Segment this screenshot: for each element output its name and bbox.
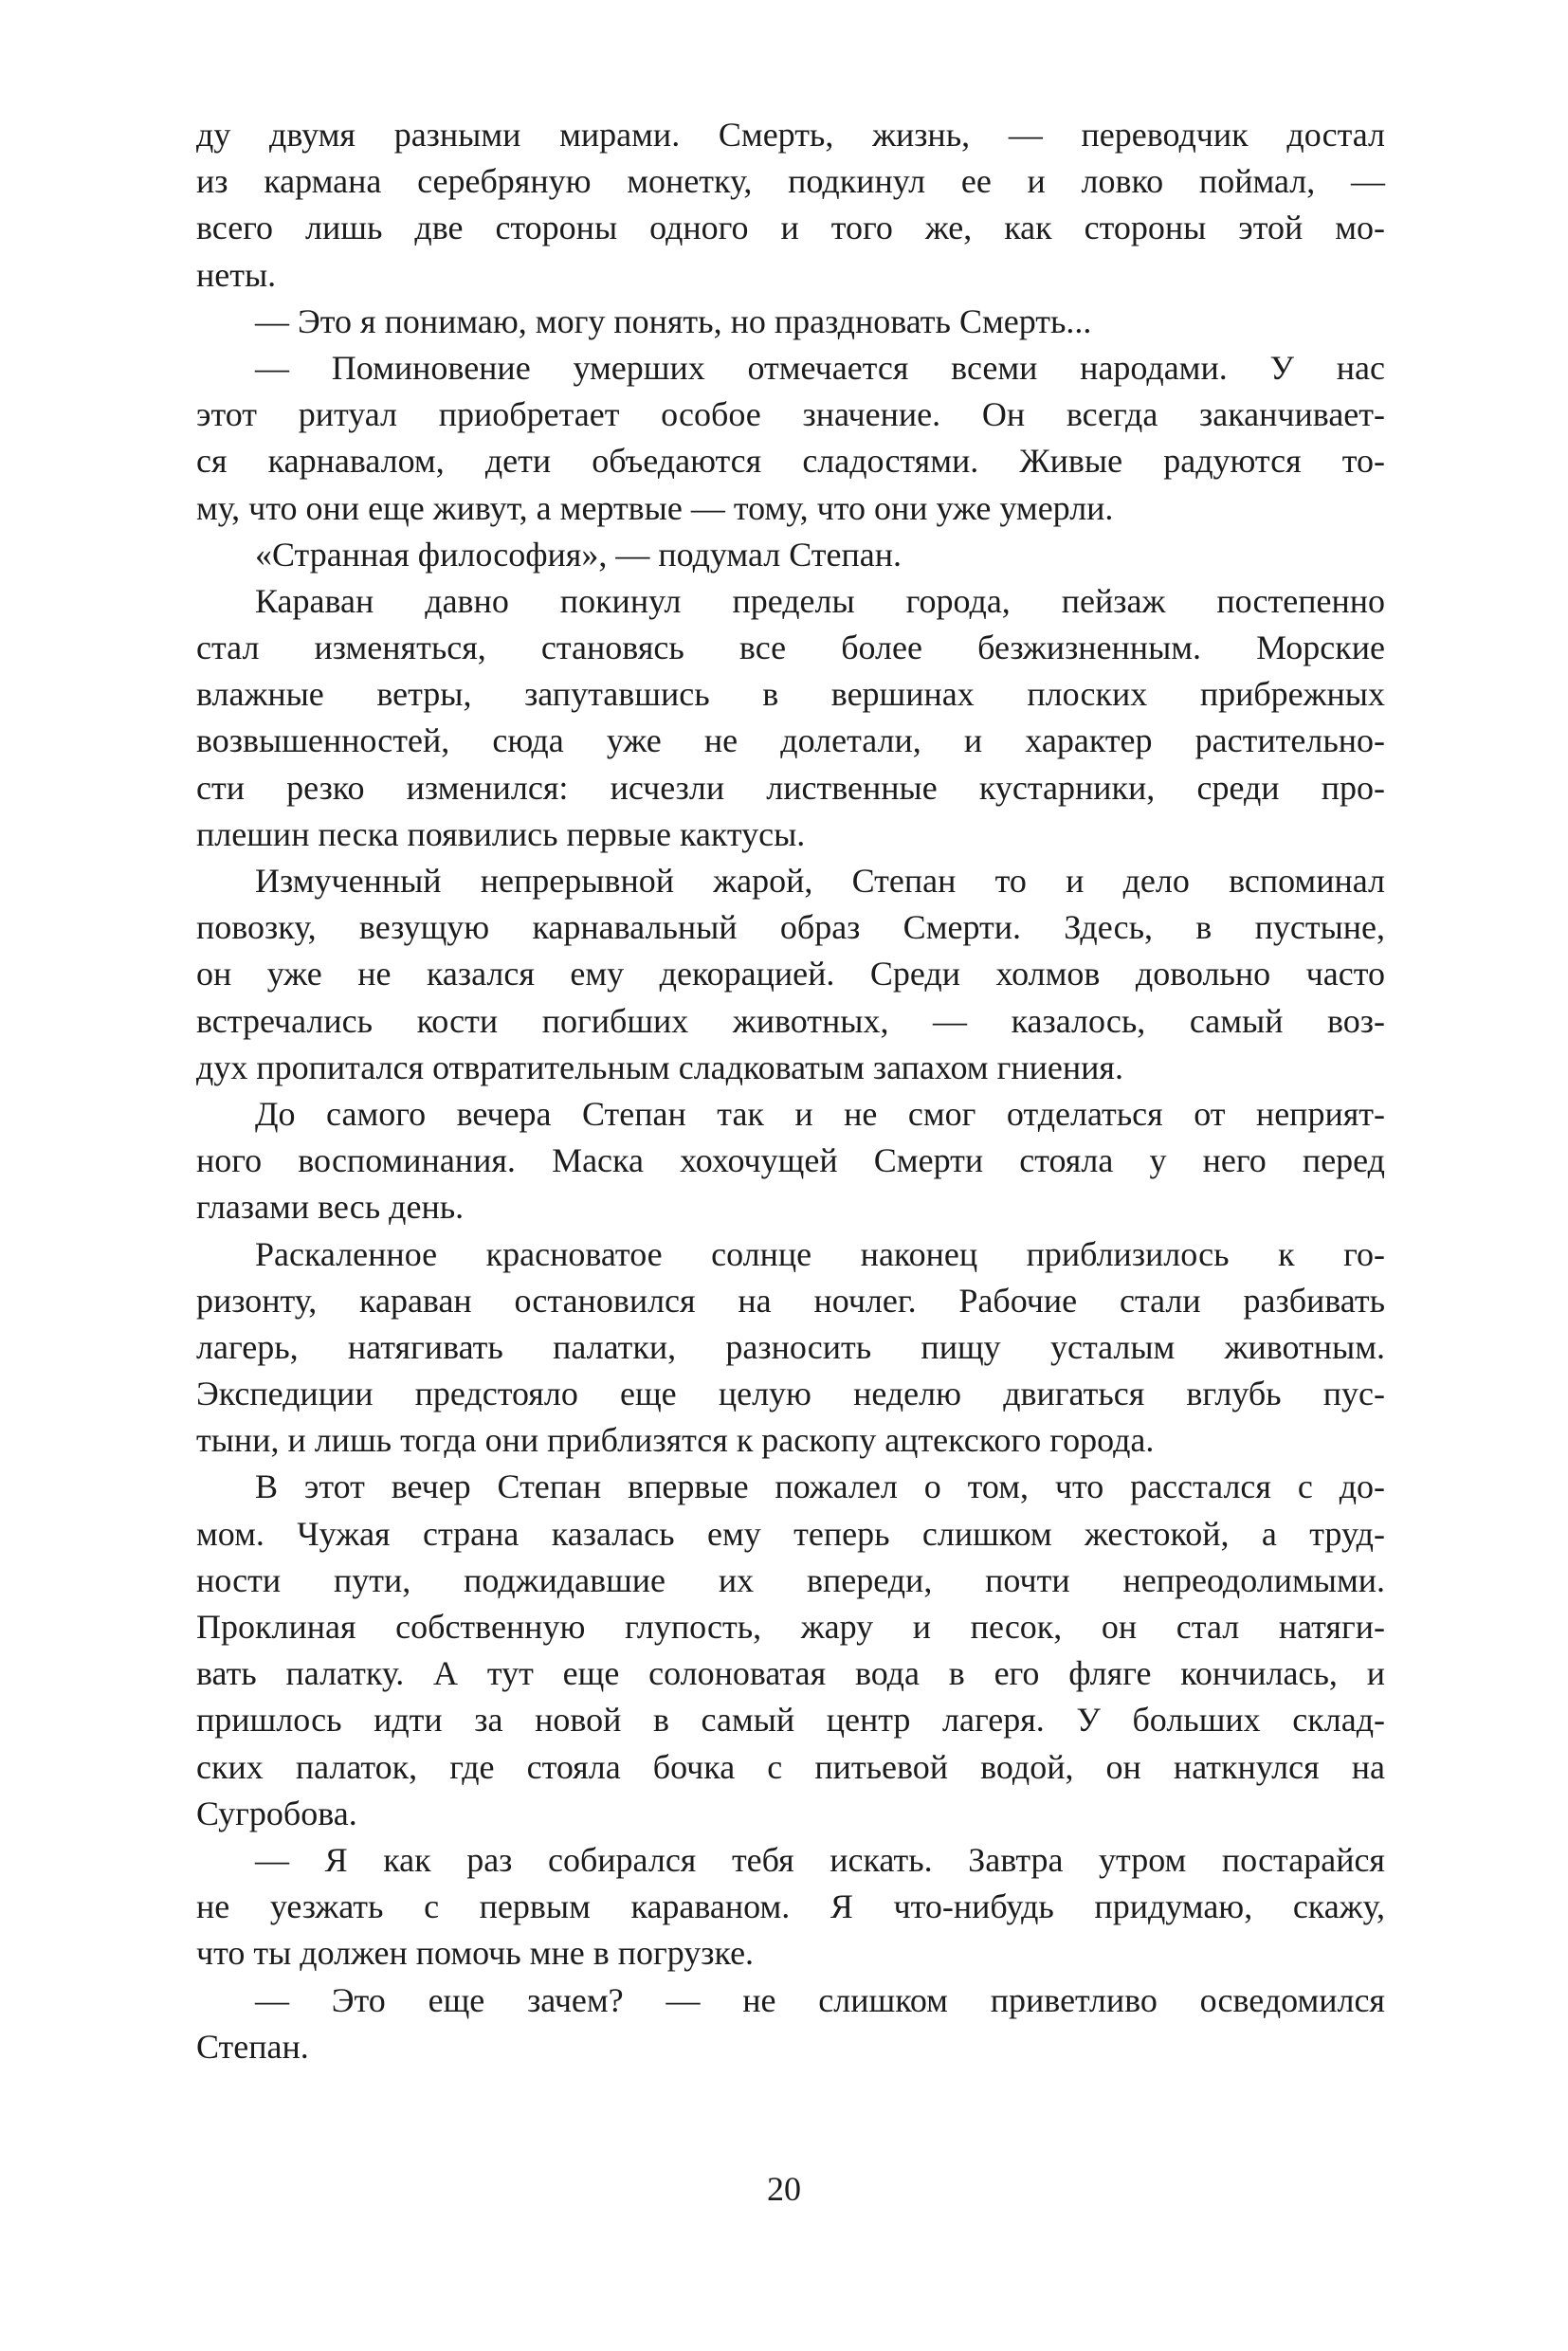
page-number: 20 <box>767 2170 801 2208</box>
text-line: встречались кости погибших животных, — казалось, самый воз- <box>196 1001 1385 1040</box>
text-line: Степан. <box>196 2027 309 2066</box>
text-line: Сугробова. <box>196 1794 357 1832</box>
text-line: что ты должен помочь мне в погрузке. <box>196 1934 755 1973</box>
text-line: сти резко изменился: исчезли лиственные кустарники, среди про- <box>196 768 1385 807</box>
text-line: мом. Чужая страна казалась ему теперь слишком жестокой, а труд- <box>196 1514 1385 1553</box>
text-line: из кармана серебряную монетку, подкинул ее и ловко поймал, — <box>196 162 1385 201</box>
text-line: В этот вечер Степан впервые пожалел о том, что расстался с до- <box>255 1467 1385 1506</box>
text-line: ризонту, караван остановился на ночлег. Рабочие стали разбивать <box>196 1281 1385 1320</box>
text-line: Караван давно покинул пределы города, пейзаж постепенно <box>255 581 1385 620</box>
text-line: он уже не казался ему декорацией. Среди холмов довольно часто <box>196 955 1385 993</box>
text-line: влажные ветры, запутавшись в вершинах плоских прибрежных <box>196 675 1385 714</box>
text-line: пришлось идти за новой в самый центр лагеря. У больших склад- <box>196 1701 1385 1740</box>
text-line: этот ритуал приобретает особое значение. Он всегда заканчивает- <box>196 395 1385 434</box>
text-line: вать палатку. А тут еще солоноватая вода в его фляге кончилась, и <box>196 1654 1385 1693</box>
text-line: — Это я понимаю, могу понять, но праздновать Смерть... <box>255 301 1092 340</box>
book-page-text <box>196 112 1385 2070</box>
text-line: неты. <box>196 255 277 294</box>
text-line: До самого вечера Степан так и не смог отделаться от неприят- <box>255 1094 1385 1133</box>
text-line: лагерь, натягивать палатки, разносить пищу усталым животным. <box>196 1327 1385 1366</box>
text-line: ду двумя разными мирами. Смерть, жизнь, — переводчик достал <box>196 116 1385 154</box>
text-line: стал изменяться, становясь все более безжизненным. Морские <box>196 629 1385 667</box>
text-line: му, что они еще живут, а мертвые — тому, что они уже умерли. <box>196 488 1114 527</box>
text-line: Измученный непрерывной жарой, Степан то и дело вспоминал <box>255 862 1385 900</box>
text-line: тыни, и лишь тогда они приблизятся к раскопу ацтекского города. <box>196 1421 1155 1460</box>
text-line: ся карнавалом, дети объедаются сладостями. Живые радуются то- <box>196 442 1385 481</box>
text-line: Раскаленное красноватое солнце наконец приблизилось к го- <box>255 1234 1385 1273</box>
text-line: дух пропитался отвратительным сладковатым запахом гниения. <box>196 1048 1123 1086</box>
text-line: ного воспоминания. Маска хохочущей Смерти стояла у него перед <box>196 1141 1385 1180</box>
text-line: не уезжать с первым караваном. Я что-нибудь придумаю, скажу, <box>196 1887 1385 1926</box>
text-line: Экспедиции предстояло еще целую неделю двигаться вглубь пус- <box>196 1375 1385 1413</box>
text-line: Проклиная собственную глупость, жару и песок, он стал натяги- <box>196 1608 1385 1646</box>
text-line: повозку, везущую карнавальный образ Смерти. Здесь, в пустыне, <box>196 908 1385 947</box>
text-line: всего лишь две стороны одного и того же, как стороны этой мо- <box>196 209 1385 247</box>
text-line: глазами весь день. <box>196 1188 465 1227</box>
text-line: «Странная философия», — подумал Степан. <box>255 535 902 574</box>
text-line: ности пути, поджидавшие их впереди, почти непреодолимыми. <box>196 1560 1385 1599</box>
text-line: — Я как раз собирался тебя искать. Завтра утром постарайся <box>255 1840 1385 1879</box>
text-line: — Это еще зачем? — не слишком приветливо осведомился <box>255 1980 1385 2019</box>
text-line: возвышенностей, сюда уже не долетали, и характер растительно- <box>196 721 1385 760</box>
text-line: плешин песка появились первые кактусы. <box>196 814 806 853</box>
text-line: ских палаток, где стояла бочка с питьевой водой, он наткнулся на <box>196 1747 1385 1786</box>
text-line: — Поминовение умерших отмечается всеми народами. У нас <box>255 348 1385 387</box>
